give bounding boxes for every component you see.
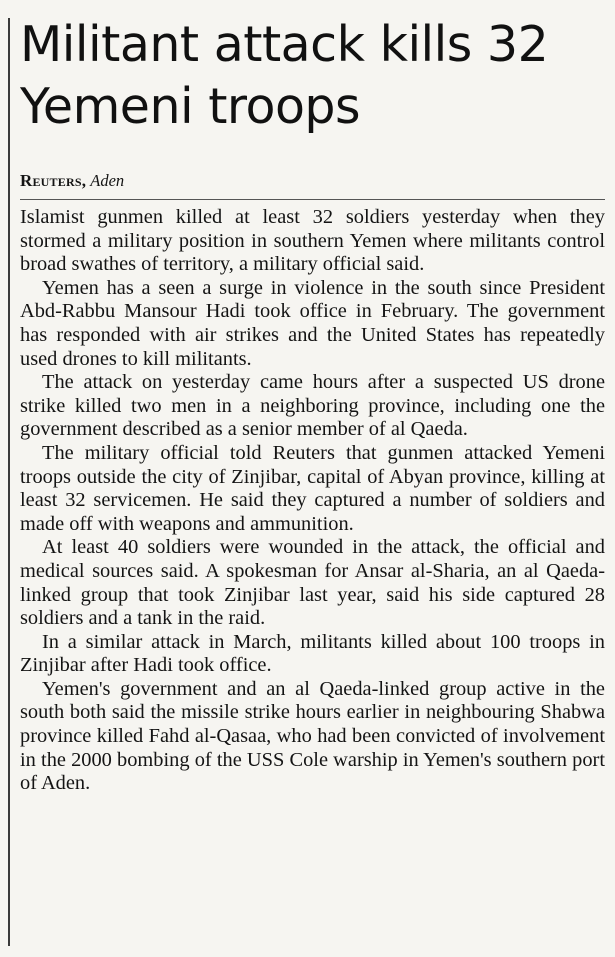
byline-location: Aden bbox=[90, 171, 125, 190]
paragraph: The military official told Reuters that gunmen attacked Yemeni troops outside the city of Zinjibar, capital of Abyan province, killing at least 32 servicemen. He said they captured a number of soldiers and made off with weapons and ammunition. bbox=[20, 441, 605, 535]
divider bbox=[20, 199, 605, 200]
byline-agency: Reuters, bbox=[20, 171, 87, 190]
paragraph: Yemen has a seen a surge in violence in the south since President Abd-Rabbu Mansour Hadi took office in February. The government has responded with air strikes and the United States has repeatedly used drones to kill militants. bbox=[20, 276, 605, 370]
paragraph: Islamist gunmen killed at least 32 soldiers yesterday when they stormed a military position in southern Yemen where militants control broad swathes of territory, a military official said. bbox=[20, 206, 605, 276]
column-rule bbox=[8, 18, 10, 946]
article-body bbox=[20, 206, 605, 796]
headline: Militant attack kills 32 Yemeni troops bbox=[20, 16, 549, 135]
byline bbox=[20, 170, 124, 192]
paragraph: At least 40 soldiers were wounded in the attack, the official and medical sources said. A spokesman for Ansar al-Sharia, an al Qaeda-linked group that took Zinjibar last year, said his side captured 28 soldiers and a tank in the raid. bbox=[20, 536, 605, 630]
paragraph: In a similar attack in March, militants killed about 100 troops in Zinjibar after Hadi took office. bbox=[20, 630, 605, 677]
paragraph: Yemen's government and an al Qaeda-linked group active in the south both said the missile strike hours earlier in neighbouring Shabwa province killed Fahd al-Qasaa, who had been convicted of involvement in the 2000 bombing of the USS Cole warship in Yemen's southern port of Aden. bbox=[20, 677, 605, 795]
paragraph: The attack on yesterday came hours after a suspected US drone strike killed two men in a neighboring province, including one the government described as a senior member of al Qaeda. bbox=[20, 371, 605, 441]
